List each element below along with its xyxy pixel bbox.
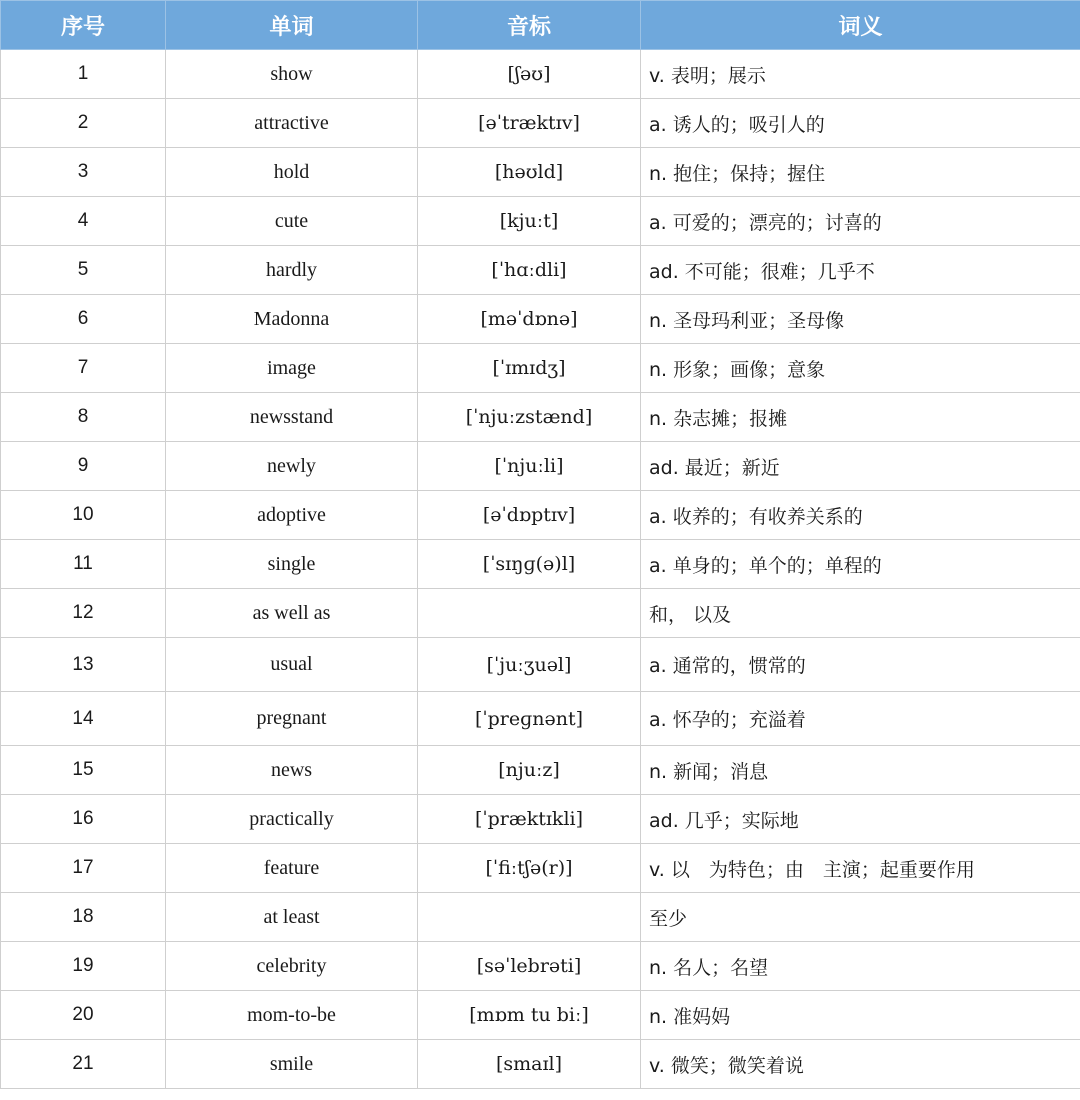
row-number: 11 <box>1 540 166 589</box>
row-word: hardly <box>166 246 418 295</box>
row-word: single <box>166 540 418 589</box>
table-row <box>1 540 1080 589</box>
table-row <box>1 295 1080 344</box>
row-number: 2 <box>1 99 166 148</box>
row-word: as well as <box>166 589 418 638</box>
row-phonetic: [həʊld] <box>418 148 641 197</box>
row-word: pregnant <box>166 692 418 746</box>
row-number: 13 <box>1 638 166 692</box>
row-definition: a. 怀孕的；充溢着 <box>641 692 1080 746</box>
row-phonetic: [səˈlebrəti] <box>418 942 641 991</box>
row-number: 6 <box>1 295 166 344</box>
row-number: 4 <box>1 197 166 246</box>
table-row <box>1 197 1080 246</box>
row-number: 9 <box>1 442 166 491</box>
row-definition: 和， 以及 <box>641 589 1080 638</box>
row-definition: n. 准妈妈 <box>641 991 1080 1040</box>
table-row <box>1 893 1080 942</box>
table-row <box>1 638 1080 692</box>
row-phonetic: [ˈpreɡnənt] <box>418 692 641 746</box>
row-phonetic: [əˈdɒptɪv] <box>418 491 641 540</box>
row-word: image <box>166 344 418 393</box>
table-row <box>1 844 1080 893</box>
row-phonetic: [ˈɪmɪdʒ] <box>418 344 641 393</box>
row-definition: 至少 <box>641 893 1080 942</box>
row-word: adoptive <box>166 491 418 540</box>
row-word: smile <box>166 1040 418 1089</box>
row-word: show <box>166 50 418 99</box>
table-row <box>1 50 1080 99</box>
row-phonetic: [ˈpræktɪkli] <box>418 795 641 844</box>
row-definition: n. 抱住；保持；握住 <box>641 148 1080 197</box>
row-definition: ad. 最近；新近 <box>641 442 1080 491</box>
row-word: cute <box>166 197 418 246</box>
row-number: 5 <box>1 246 166 295</box>
row-word: attractive <box>166 99 418 148</box>
header-definition: 词义 <box>641 1 1080 50</box>
row-definition: a. 可爱的；漂亮的；讨喜的 <box>641 197 1080 246</box>
row-definition: ad. 几乎；实际地 <box>641 795 1080 844</box>
table-row <box>1 795 1080 844</box>
table-row <box>1 491 1080 540</box>
row-number: 12 <box>1 589 166 638</box>
header-row <box>1 1 1080 50</box>
row-definition: n. 杂志摊；报摊 <box>641 393 1080 442</box>
row-definition: v. 表明；展示 <box>641 50 1080 99</box>
table-row <box>1 692 1080 746</box>
table-row <box>1 246 1080 295</box>
row-number: 18 <box>1 893 166 942</box>
row-word: newsstand <box>166 393 418 442</box>
table-row <box>1 99 1080 148</box>
header-word: 单词 <box>166 1 418 50</box>
table-row <box>1 393 1080 442</box>
row-phonetic: [smaɪl] <box>418 1040 641 1089</box>
table-row <box>1 589 1080 638</box>
row-phonetic: [ˈhɑːdli] <box>418 246 641 295</box>
row-number: 14 <box>1 692 166 746</box>
row-word: mom-to-be <box>166 991 418 1040</box>
table-row <box>1 746 1080 795</box>
row-number: 21 <box>1 1040 166 1089</box>
table-row <box>1 148 1080 197</box>
header-phonetic: 音标 <box>418 1 641 50</box>
row-number: 19 <box>1 942 166 991</box>
row-word: Madonna <box>166 295 418 344</box>
row-number: 17 <box>1 844 166 893</box>
header-number: 序号 <box>1 1 166 50</box>
row-word: at least <box>166 893 418 942</box>
row-phonetic: [ˈfiːtʃə(r)] <box>418 844 641 893</box>
row-number: 8 <box>1 393 166 442</box>
row-phonetic <box>418 893 641 942</box>
row-definition: a. 收养的；有收养关系的 <box>641 491 1080 540</box>
row-phonetic: [kjuːt] <box>418 197 641 246</box>
row-definition: v. 以 为特色；由 主演；起重要作用 <box>641 844 1080 893</box>
row-phonetic <box>418 589 641 638</box>
row-phonetic: [məˈdɒnə] <box>418 295 641 344</box>
row-definition: a. 诱人的；吸引人的 <box>641 99 1080 148</box>
row-word: hold <box>166 148 418 197</box>
row-word: usual <box>166 638 418 692</box>
row-word: newly <box>166 442 418 491</box>
table-row <box>1 442 1080 491</box>
row-number: 16 <box>1 795 166 844</box>
row-definition: ad. 不可能；很难；几乎不 <box>641 246 1080 295</box>
row-definition: n. 形象；画像；意象 <box>641 344 1080 393</box>
table-row <box>1 942 1080 991</box>
row-phonetic: [ˈnjuːzstænd] <box>418 393 641 442</box>
table-body <box>1 50 1080 1089</box>
row-word: news <box>166 746 418 795</box>
table-row <box>1 1040 1080 1089</box>
row-definition: n. 名人；名望 <box>641 942 1080 991</box>
row-number: 7 <box>1 344 166 393</box>
row-number: 20 <box>1 991 166 1040</box>
row-phonetic: [ˈjuːʒuəl] <box>418 638 641 692</box>
row-number: 1 <box>1 50 166 99</box>
row-phonetic: [ˈsɪŋɡ(ə)l] <box>418 540 641 589</box>
row-definition: n. 新闻；消息 <box>641 746 1080 795</box>
row-definition: v. 微笑；微笑着说 <box>641 1040 1080 1089</box>
row-definition: n. 圣母玛利亚；圣母像 <box>641 295 1080 344</box>
row-phonetic: [ˈnjuːli] <box>418 442 641 491</box>
row-definition: a. 通常的，惯常的 <box>641 638 1080 692</box>
row-word: practically <box>166 795 418 844</box>
row-word: feature <box>166 844 418 893</box>
row-word: celebrity <box>166 942 418 991</box>
table-row <box>1 991 1080 1040</box>
table-row <box>1 344 1080 393</box>
table-header <box>1 1 1080 50</box>
row-phonetic: [njuːz] <box>418 746 641 795</box>
row-phonetic: [ʃəʊ] <box>418 50 641 99</box>
row-phonetic: [əˈtræktɪv] <box>418 99 641 148</box>
row-definition: a. 单身的；单个的；单程的 <box>641 540 1080 589</box>
row-number: 15 <box>1 746 166 795</box>
row-number: 3 <box>1 148 166 197</box>
row-number: 10 <box>1 491 166 540</box>
row-phonetic: [mɒm tu biː] <box>418 991 641 1040</box>
